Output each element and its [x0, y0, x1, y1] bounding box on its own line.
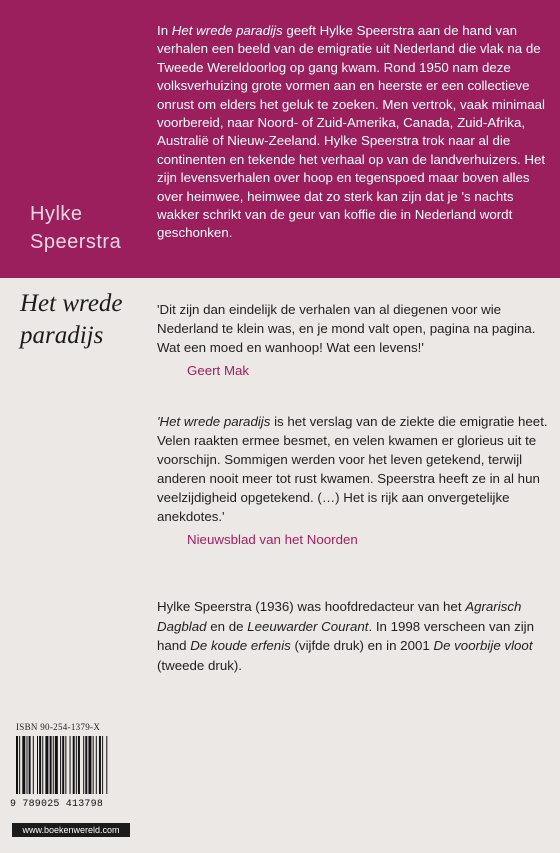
barcode-bar — [50, 736, 52, 794]
author-first-name: Hylke — [30, 203, 83, 225]
barcode-bar — [76, 736, 77, 794]
barcode-bar — [33, 736, 34, 794]
barcode-bar — [45, 736, 48, 794]
book-title — [20, 288, 123, 352]
barcode-bar — [99, 736, 101, 794]
barcode-bar — [29, 736, 31, 794]
barcode-bar — [42, 736, 43, 794]
book-title-line2: paradijs — [20, 322, 104, 349]
book-title-line1: Het wrede — [20, 290, 123, 317]
barcode-icon — [14, 736, 136, 794]
blurb-text — [157, 22, 549, 243]
barcode-bar — [73, 736, 75, 794]
barcode-bar — [53, 736, 54, 794]
barcode-bar — [70, 736, 71, 794]
review-source-2: Nieuwsblad van het Noorden — [187, 532, 358, 547]
barcode-bar — [65, 736, 66, 794]
review-quotes — [157, 300, 549, 581]
blurb-prefix: In — [157, 23, 172, 38]
author-bio: Hylke Speerstra (1936) was hoofdredacteur van het Agrarisch Dagblad en de Leeuwarder Courant. In 1998 verscheen van zijn hand De koude erfenis (vijfde druk) en in 2001 De voorbije vloot (tweede druk). — [157, 599, 535, 673]
barcode-bar — [102, 736, 103, 794]
publisher-website: www.boekenwereld.com — [12, 823, 130, 837]
review-source-1: Geert Mak — [187, 363, 250, 378]
barcode-bar — [88, 736, 91, 794]
barcode-bar — [16, 736, 18, 794]
top-color-band — [0, 0, 560, 278]
author-last-name: Speerstra — [30, 231, 122, 253]
barcode-bar — [85, 736, 87, 794]
barcode-bar — [106, 736, 107, 794]
barcode-bar — [93, 736, 94, 794]
barcode-bar — [55, 736, 58, 794]
barcode-bar — [19, 736, 20, 794]
author-name — [30, 200, 121, 256]
review-quote-2: 'Het wrede paradijs is het verslag van de ziekte die emigratie heet. Velen raakten ermee besmet, en velen kwamen er glorieus uit te voorschijn. Sommigen werden voor het leven getekend, terwijl anderen nooit meer tot rust kwamen. Speerstra heeft ze in al hun veelzijdigheid opgetekend. (…) Het is rijk aan onvergetelijke anekdotes.' — [157, 414, 548, 524]
blurb-body: geeft Hylke Speerstra aan de hand van verhalen een beeld van de emigratie uit Nederland die vlak na de Tweede Wereldoorlog op gang kwam. Rond 1950 nam deze volksverhuizing grote vormen aan en heerste er een collectieve onrust om elders het geluk te zoeken. Men vertrok, vaak minimaal voorbereid, naar Noord- of Zuid-Amerika, Canada, Zuid-Afrika, Australië of Nieuw-Zeeland. Hylke Speerstra trok naar al die continenten en tekende het verhaal op van de landverhuizers. Het zijn levensverhalen over hoop en tegenspoed maar boven alles over heimwee, heimwee dat zo sterk kan zijn dat je 's nachts wakker schrikt van de geur van koffie die in Nederland wordt geschonken. — [157, 23, 546, 241]
barcode-bar — [62, 736, 64, 794]
barcode-bar — [60, 736, 61, 794]
barcode-bar — [27, 736, 28, 794]
blurb-book-title: Het wrede paradijs — [171, 23, 283, 38]
barcode-bar — [22, 736, 25, 794]
barcode-bar — [96, 736, 97, 794]
barcode-bar — [39, 736, 41, 794]
barcode-bar — [78, 736, 80, 794]
barcode-bar — [83, 736, 84, 794]
barcode-number: 9 789025 413798 — [10, 799, 104, 810]
barcode-bar — [37, 736, 38, 794]
review-quote-1: 'Dit zijn dan eindelijk de verhalen van al diegenen voor wie Nederland te klein was, en je mond valt open, pagina na pagina. Wat een moed en wanhoop! Wat een levens!' — [157, 302, 536, 355]
isbn-label: ISBN 90-254-1379-X — [16, 722, 101, 732]
